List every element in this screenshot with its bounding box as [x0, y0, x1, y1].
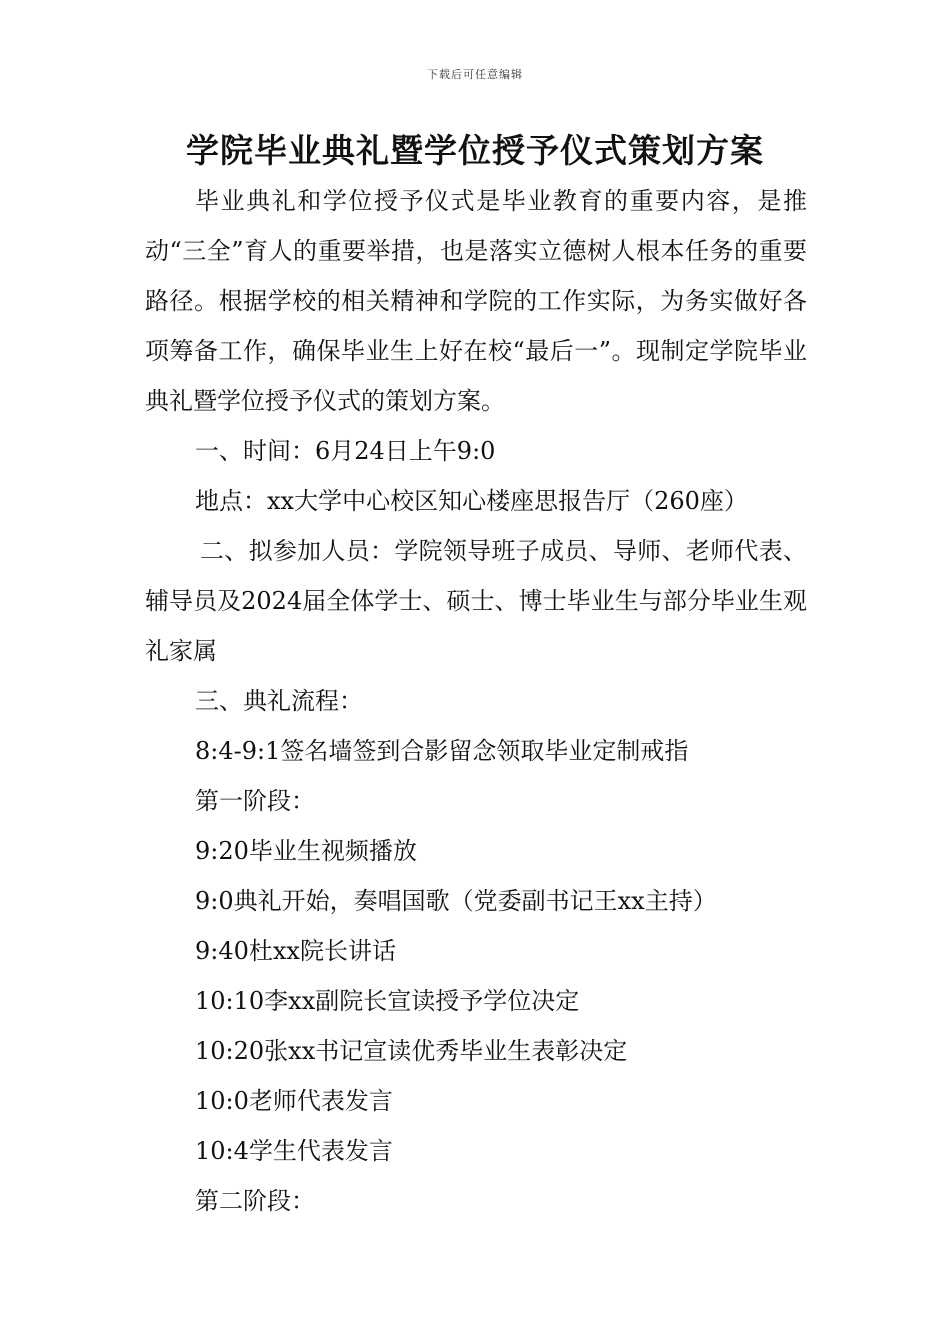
schedule-item: 10:0老师代表发言: [195, 1087, 393, 1115]
schedule-item: 9:20毕业生视频播放: [195, 837, 417, 865]
time-line: 一、时间：6月24日上午9:0: [195, 437, 496, 465]
header-note: 下载后可任意编辑: [427, 68, 523, 81]
intro-paragraph: 毕业典礼和学位授予仪式是毕业教育的重要内容，是推动“三全”育人的重要举措，也是落实立德树人根本任务的重要路径。根据学校的相关精神和学院的工作实际，为务实做好各项筹备工作，确保毕业生上好在校“最后一”。现制定学院毕业典礼暨学位授予仪式的策划方案。: [145, 187, 807, 415]
stage-heading: 第二阶段：: [195, 1187, 315, 1215]
schedule-item: 9:40杜xx院长讲话: [195, 937, 396, 965]
schedule-item: 10:10李xx副院长宣读授予学位决定: [195, 987, 580, 1015]
document-title: 学院毕业典礼暨学位授予仪式策划方案: [186, 131, 764, 170]
schedule-item: 8:4-9:1签名墙签到合影留念领取毕业定制戒指: [195, 737, 689, 765]
process-heading: 三、典礼流程：: [195, 687, 363, 715]
stage-heading: 第一阶段：: [195, 787, 315, 815]
schedule-item: 10:20张xx书记宣读优秀毕业生表彰决定: [195, 1037, 628, 1065]
participants-paragraph: 二、拟参加人员：学院领导班子成员、导师、老师代表、辅导员及2024届全体学士、硕士、博士毕业生与部分毕业生观礼家属: [145, 537, 807, 665]
schedule-item: 9:0典礼开始，奏唱国歌（党委副书记王xx主持）: [195, 887, 717, 915]
document-body: [145, 176, 807, 1226]
place-line: 地点：xx大学中心校区知心楼座思报告厅（260座）: [195, 487, 748, 515]
schedule-item: 10:4学生代表发言: [195, 1137, 393, 1165]
